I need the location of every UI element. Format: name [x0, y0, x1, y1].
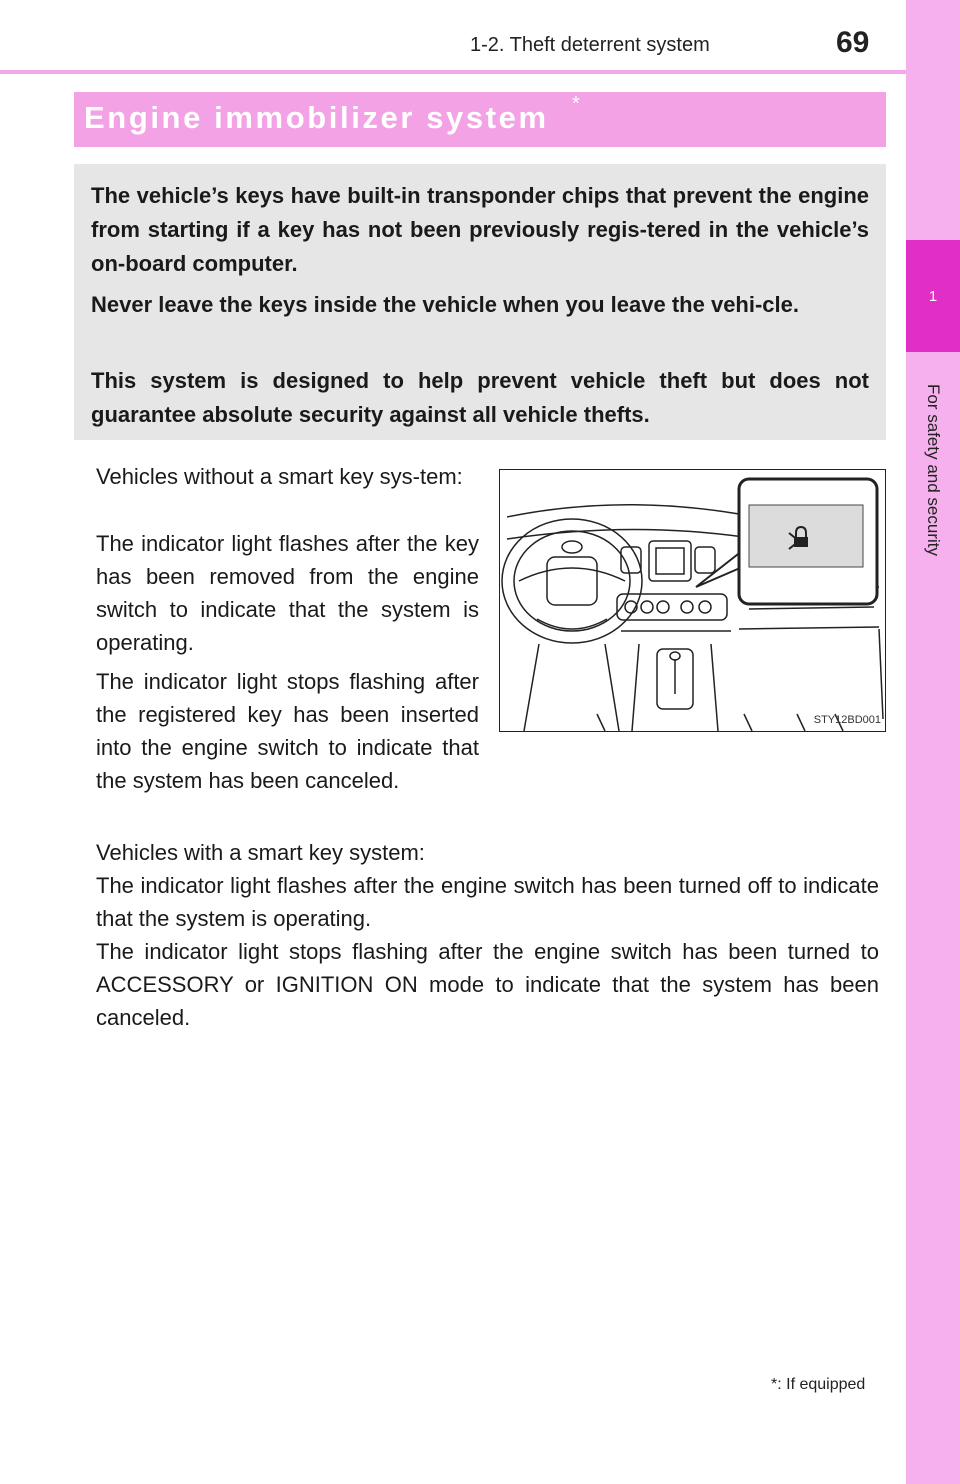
- footnote: [771, 1373, 865, 1394]
- side-tab-label: For safety and security: [924, 384, 943, 556]
- body-paragraph: The indicator light flashes after the engine switch has been turned off to indicate that the system is operating.: [96, 873, 879, 931]
- illustration-code: STY12BD001: [813, 714, 881, 726]
- page-title: Engine immobilizer system: [84, 100, 549, 135]
- intro-paragraph: Never leave the keys inside the vehicle when you leave the vehi-cle.: [91, 292, 799, 317]
- section-header: 1-2. Theft deterrent system: [470, 34, 710, 56]
- side-tab: [906, 0, 960, 1484]
- side-tab-number: 1: [906, 240, 960, 352]
- page-number: 69: [836, 26, 870, 59]
- header-divider: [0, 70, 906, 74]
- title-footnote-mark: *: [572, 93, 580, 115]
- footnote-text: : If equipped: [777, 1376, 866, 1393]
- body-heading-without-smart-key: Vehicles without a smart key sys-tem:: [96, 464, 463, 489]
- body-paragraph: The indicator light flashes after the key has been removed from the engine switch to indicate that the system is operating.: [96, 531, 479, 655]
- body-paragraph: The indicator light stops flashing after the registered key has been inserted into the engine switch to indicate that the system has been canceled.: [96, 669, 479, 793]
- body-paragraph: The indicator light stops flashing after the engine switch has been turned to ACCESSORY or IGNITION ON mode to indicate that the system has been canceled.: [96, 939, 879, 1030]
- intro-paragraph: The vehicle’s keys have built-in transponder chips that prevent the engine from starting if a key has not been previously regis-tered in the vehicle’s on-board computer.: [91, 183, 869, 276]
- dashboard-illustration: [499, 469, 886, 732]
- intro-paragraph: This system is designed to help prevent vehicle theft but does not guarantee absolute security against all vehicle thefts.: [91, 368, 869, 427]
- body-heading-with-smart-key: Vehicles with a smart key system:: [96, 840, 425, 865]
- footnote-mark: *: [771, 1376, 778, 1393]
